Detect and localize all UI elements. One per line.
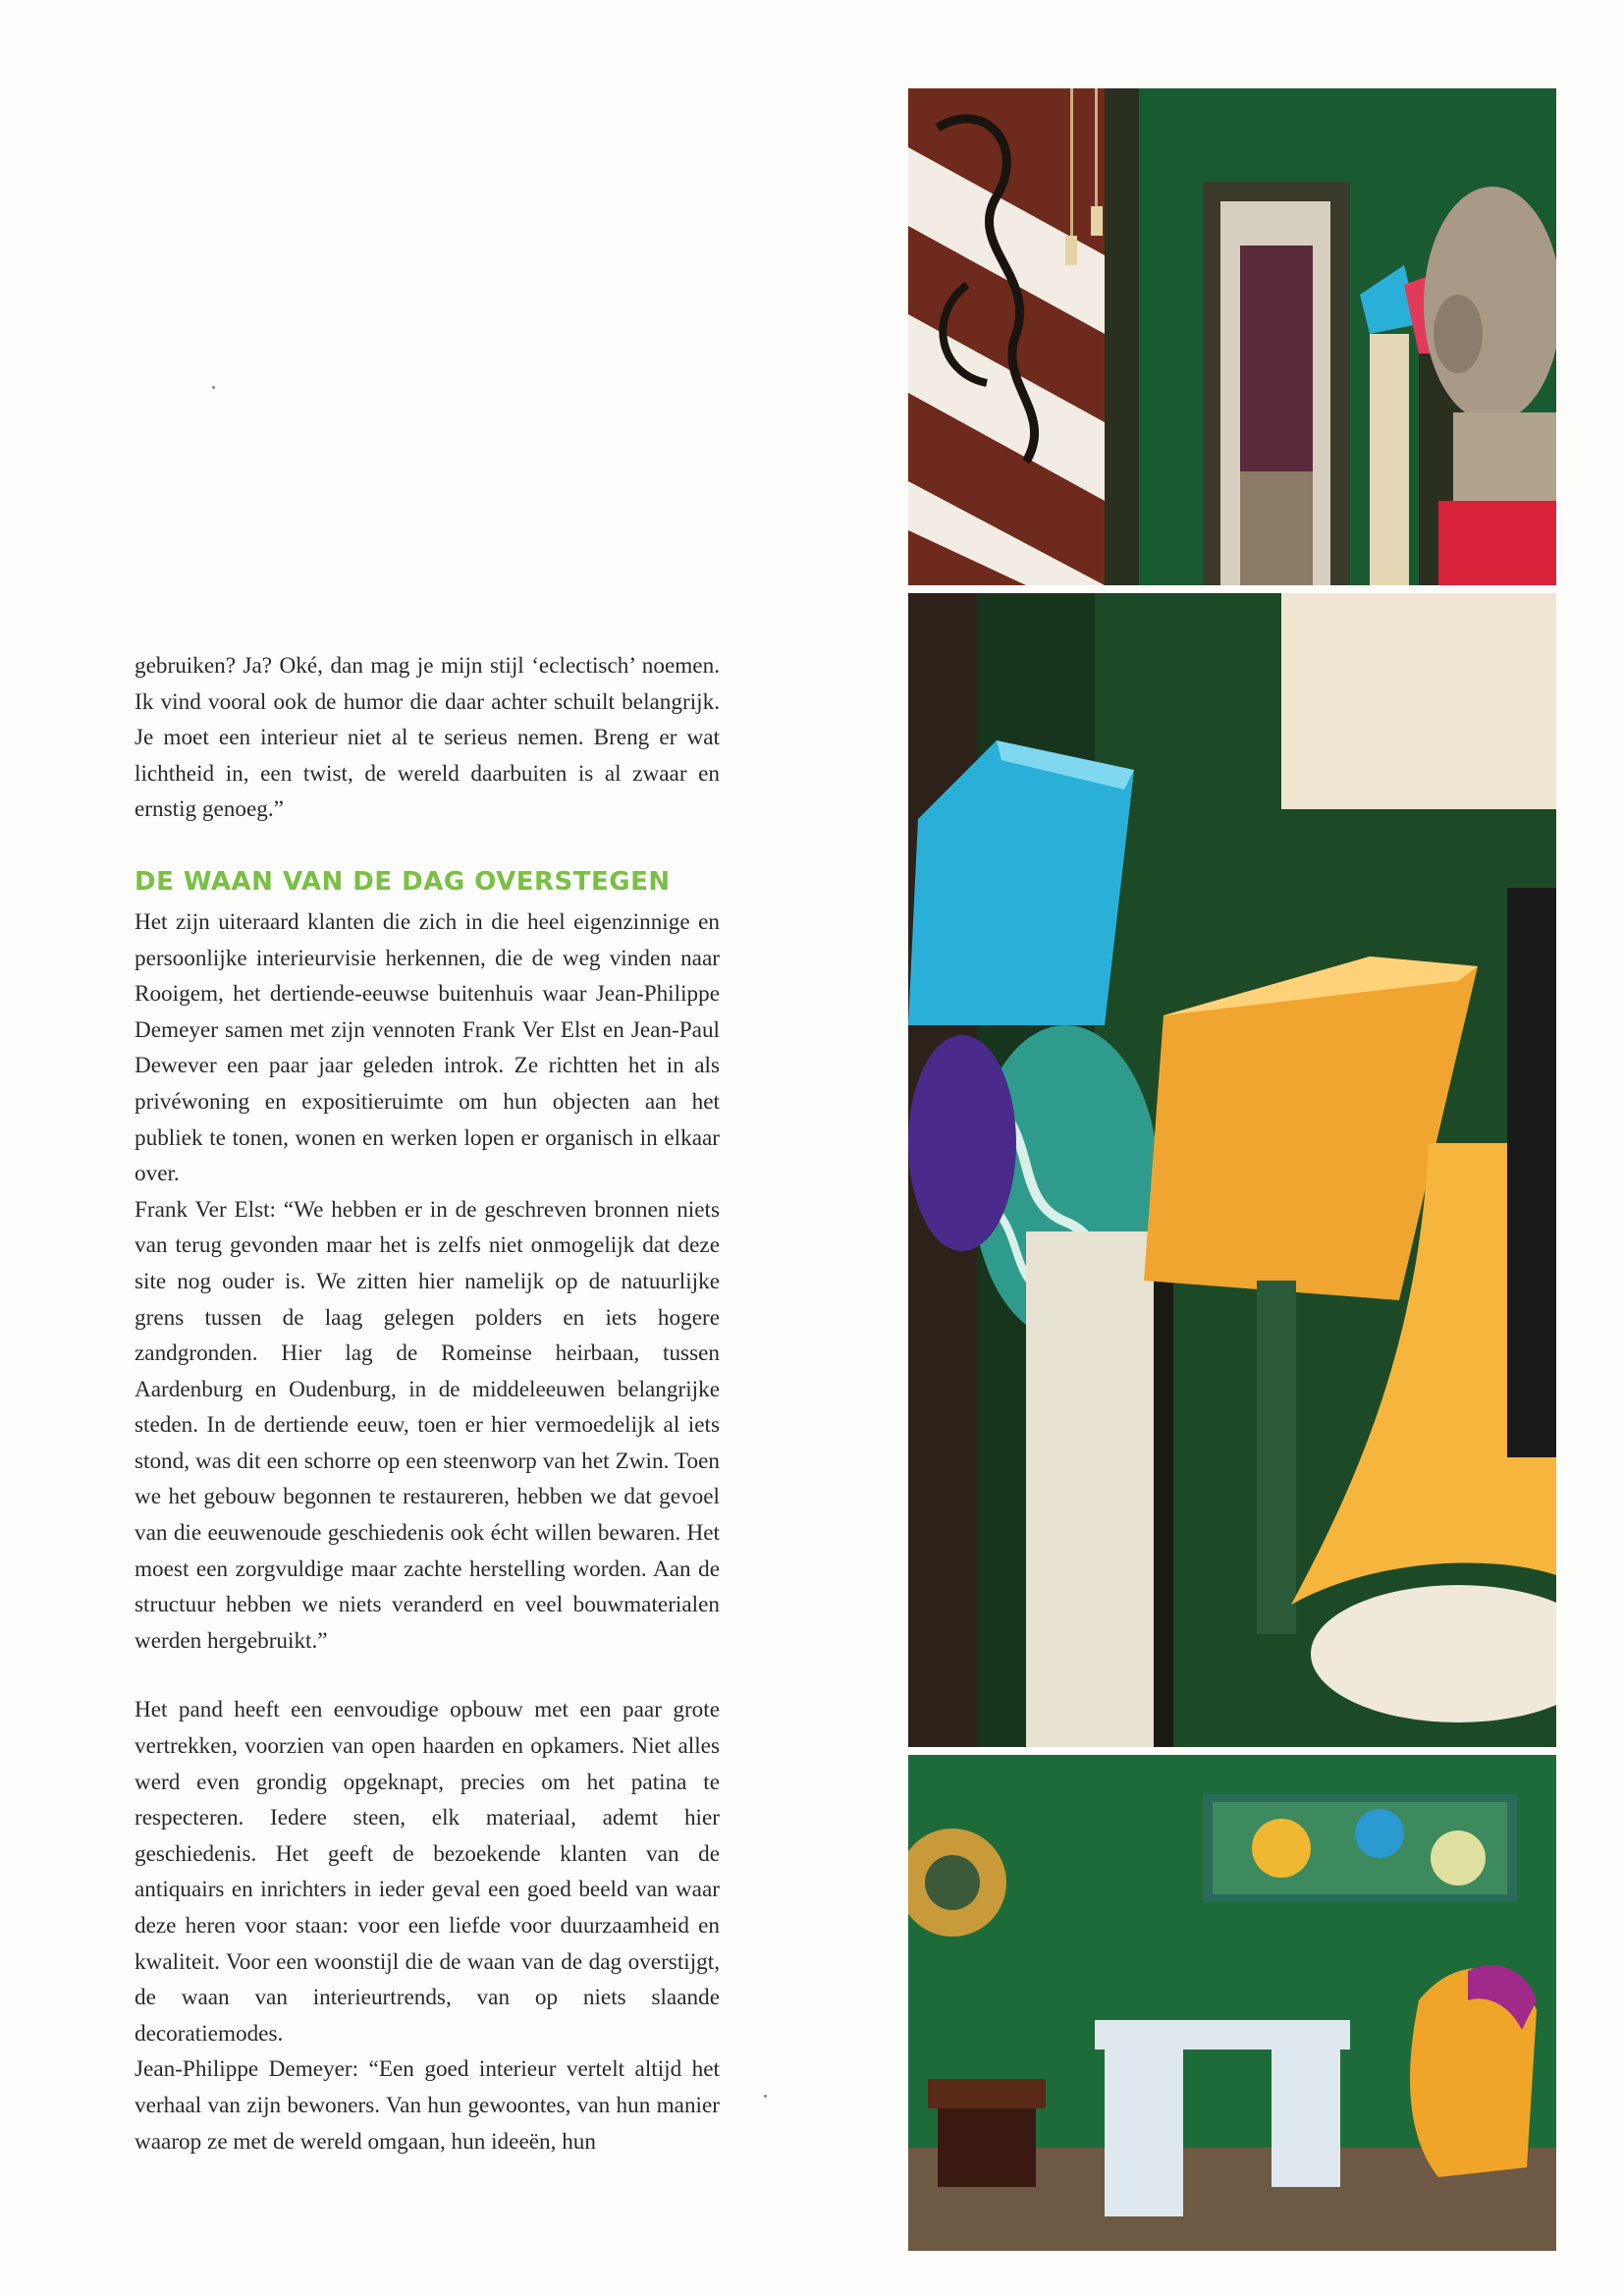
scan-speck (212, 386, 215, 389)
article-paragraph-2: Het zijn uiteraard klanten die zich in die heel eigenzinnige en persoonlijke interieurvisie herkennen, die de weg vinden naar Rooigem, het dertiende-eeuwse buitenhuis waar Jean-Philippe Demeyer samen met zijn vennoten Frank Ver Elst en Jean-Paul Dewever een paar jaar geleden introk. Ze richtten het in als privéwoning en expositieruimte om hun objecten aan het publiek te tonen, wonen en werken lopen er organisch in elkaar over. (135, 908, 720, 1187)
section-heading: DE WAAN VAN DE DAG OVERSTEGEN (135, 866, 671, 897)
article-paragraph-3: Frank Ver Elst: “We hebben er in de geschreven bronnen niets van terug gevonden maar het is zelfs niet onmogelijk dat deze site nog ouder is. We zitten hier namelijk op de natuurlijke grens tussen de laag gelegen polders en iets hogere zandgronden. Hier lag de Romeinse heirbaan, tussen Aardenburg en Oudenburg, in de middeleeuwen belangrijke steden. In de dertiende eeuw, toen er hier vermoedelijk al iets stond, was dit een schorre op een steenworp van het Zwin. Toen we het gebouw begonnen te restaureren, hebben we dat gevoel van die eeuwenoude geschiedenis ook écht willen bewaren. Het moest een zorgvuldige maar zachte herstelling worden. Aan de structuur hebben we niets veranderd en veel bouwmaterialen werden hergebruikt.” (135, 1196, 720, 1654)
photo-lamps (908, 593, 1556, 1747)
article-paragraph-1: gebruiken? Ja? Oké, dan mag je mijn stijl ‘eclectisch’ noemen. Ik vind vooral ook de humor die daar achter schuilt belangrijk. Je moet een interieur niet al te serieus nemen. Breng er wat lichtheid in, een twist, de wereld daarbuiten is al zwaar en ernstig genoeg.” (135, 653, 720, 823)
article-paragraph-4: Het pand heeft een eenvoudige opbouw met een paar grote vertrekken, voorzien van open haarden en opkamers. Niet alles werd even grondig opgeknapt, precies om het patina te respecteren. Iedere steen, elk materiaal, ademt hier geschiedenis. Het geeft de bezoekende klanten van de antiquairs en inrichters in ieder geval een goed beeld van waar deze heren voor staan: voor een liefde voor duurzaamheid en kwaliteit. Voor een woonstijl die de waan van de dag overstijgt, de waan van interieurtrends, van op niets slaande decoratiemodes. (135, 1697, 720, 2047)
article-paragraph-5: Jean-Philippe Demeyer: “Een goed interieur vertelt altijd het verhaal van zijn bewoners. Van hun gewoontes, van hun manier waarop ze met de wereld omgaan, hun ideeën, hun (135, 2056, 720, 2155)
scan-speck (764, 2095, 767, 2098)
photo-hallway-sculpture (908, 88, 1556, 585)
photo-office-desk (908, 1755, 1556, 2251)
article-text-column (135, 648, 720, 2159)
